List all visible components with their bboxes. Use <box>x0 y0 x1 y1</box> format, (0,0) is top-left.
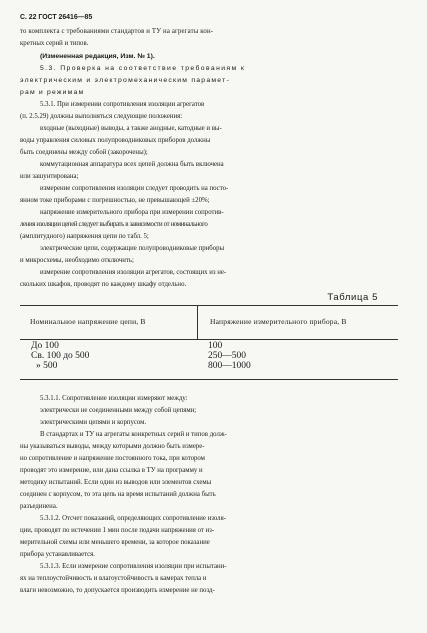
text-line: ления изоляции цепей следует выбирать в зависимости от номинального <box>20 221 208 228</box>
text-line: ях на теплоустойчивость и влагоустойчивость в камерах тепла и <box>20 575 207 582</box>
text-line: быть соединены между собой (закорочены); <box>20 149 148 156</box>
text-line: измерение сопротивления изоляции агрегатов, состоящих из не- <box>40 269 227 276</box>
section-heading: электрическим и электромеханическим парамет- <box>20 77 230 84</box>
amendment-note: (Измененная редакция, Изм. № 1). <box>40 53 155 60</box>
text-line: В стандартах и ТУ на агрегаты конкретных серий и типов долж- <box>40 431 227 438</box>
table-cell-meter: 250—500 <box>208 351 246 361</box>
text-line: воды управления силовых полупроводниковых приборов должны <box>20 137 211 144</box>
text-line: кретных серий и типов. <box>20 40 89 47</box>
text-line: соединен с корпусом, то эта цепь на время испытаний должна быть <box>20 491 216 498</box>
text-line: измерение сопротивления изоляции следует проводить на посто- <box>40 185 229 192</box>
page-header: С. 22 ГОСТ 26416—85 <box>20 14 93 21</box>
text-line: или зашунтирована; <box>20 173 79 180</box>
table-cell-meter: 100 <box>208 341 223 351</box>
table-column-divider <box>197 305 198 339</box>
text-line: 5.3.1.2. Отсчет показаний, определяющих сопротивление изоля- <box>40 515 226 522</box>
table-cell-nominal: » 500 <box>36 361 58 371</box>
table-cell-nominal: До 100 <box>31 341 59 351</box>
text-line: 5.3.1. При измерении сопротивления изоляции агрегатов <box>40 101 205 108</box>
text-line: входные (выходные) выводы, а также анодные, катодные и вы- <box>40 125 222 132</box>
table-top-rule <box>20 305 398 306</box>
text-line: влаги невозможно, то допускается производить измерение не позд- <box>20 587 215 594</box>
text-line: то комплекта с требованиями стандартов и ТУ на агрегаты кон- <box>20 28 214 35</box>
text-line: (п. 2.5.29) должны выполняться следующие положения: <box>20 113 183 120</box>
text-line: электрическими цепями и корпусом. <box>40 419 147 426</box>
table-header-meter: Напряжение измерительного прибора, В <box>210 317 347 326</box>
text-line: скольких шкафов, проводят по каждому шкафу отдельно. <box>20 281 187 288</box>
text-line: янном токе приборами с погрешностью, не превышающей ±20%; <box>20 197 210 204</box>
table-header-nominal: Номинальное напряжение цепи, В <box>30 317 146 326</box>
text-line: электрически не соединенными между собой цепями; <box>40 407 197 414</box>
table-header-rule <box>20 339 398 340</box>
table-caption: Таблица 5 <box>327 292 378 303</box>
text-line: проводят это измерение, или дана ссылка в ТУ на программу и <box>20 467 203 474</box>
text-line: 5.3.1.1. Сопротивление изоляции измеряют между: <box>40 395 188 402</box>
text-line: методику испытаний. Если один из выводов или элементов схемы <box>20 479 212 486</box>
text-line: но сопротивление и напряжение постоянного тока, при котором <box>20 455 205 462</box>
section-heading: рам и режимам <box>20 89 85 96</box>
text-line: электрические цепи, содержащие полупроводниковые приборы <box>40 245 225 252</box>
section-heading: 5.3. Проверка на соответствие требованиям к <box>40 65 246 72</box>
text-line: (амплитудного) напряжения цепи по табл. 5; <box>20 233 149 240</box>
text-line: 5.3.1.3. Если измерение сопротивления изоляции при испытани- <box>40 563 227 570</box>
table-bottom-rule <box>20 379 398 380</box>
table-cell-nominal: Св. 100 до 500 <box>31 351 90 361</box>
table-cell-meter: 800—1000 <box>208 361 251 371</box>
text-line: и микросхемы, необходимо отключить; <box>20 257 134 264</box>
text-line: коммутационная аппаратура всех цепей должна быть включена <box>40 161 224 168</box>
text-line: мерительной схемы или меньшего времени, за которое показание <box>20 539 210 546</box>
text-line: ции, проводят по истечении 1 мин после подачи напряжения от из- <box>20 527 215 534</box>
text-line: ны указываться выводы, между которыми должно быть измере- <box>20 443 205 450</box>
text-line: прибора устанавливается. <box>20 551 95 558</box>
text-line: напряжение измерительного прибора при измерении сопротив- <box>40 209 224 216</box>
text-line: разъединена. <box>20 503 58 510</box>
